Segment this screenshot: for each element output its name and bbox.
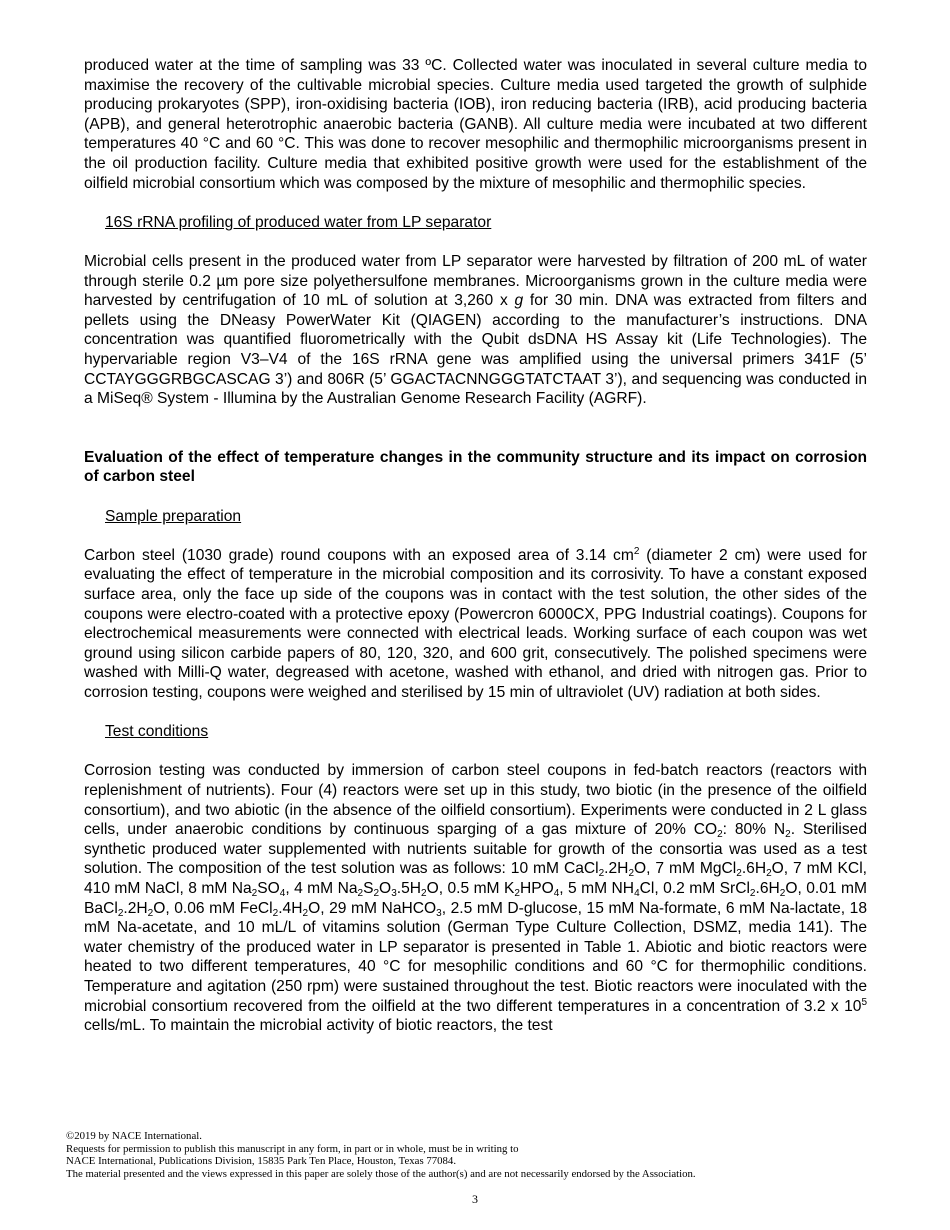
subscript: 2 bbox=[628, 868, 635, 880]
page-body bbox=[84, 56, 867, 1036]
subscript: 2 bbox=[766, 868, 772, 880]
subscript: 2 bbox=[785, 829, 791, 841]
text-run: Microbial cells present in the produced water from LP separator were harvested by filtration of 200 mL of water through sterile 0.2 µm pore size polyethersulfone membranes. Microorganisms grown in the culture media were harvested by centrifugation of 10 mL of solution at 3,260 x bbox=[84, 252, 867, 310]
text-run: Cl, 0.2 mM SrCl bbox=[639, 879, 750, 897]
subscript: 2 bbox=[421, 887, 427, 899]
text-run: , 4 mM Na bbox=[285, 879, 358, 897]
subscript: 2 bbox=[147, 907, 154, 919]
text-run: HPO bbox=[519, 879, 554, 897]
footer-address: NACE International, Publications Division, 15835 Park Ten Place, Houston, Texas 77084. bbox=[66, 1155, 457, 1168]
subscript: 2 bbox=[117, 907, 124, 919]
text-run: O, 0.01 mM BaCl bbox=[84, 879, 867, 917]
subscript: 2 bbox=[749, 887, 756, 899]
text-run: O, 29 mM NaHCO bbox=[308, 899, 437, 917]
text-run: .5H bbox=[396, 879, 422, 897]
text-run: O, 7 mM KCl, 410 mM NaCl, 8 mM Na bbox=[84, 860, 867, 897]
text-run: .2H bbox=[604, 860, 629, 878]
text-run: (diameter 2 cm) were used for evaluating the effect of temperature in the microbial composition and its corrosivity. To have a constant exposed surface area, only the face up side of the coupons was in contact with the test solution, the other sides of the coupons were electro-coated with a protective epoxy (Powercron 6000CX, PPG Industrial coatings). Coupons for electrochemical measurements were connected with electrical leads. Working surface of each coupon was wet ground using silicon carbide papers of 80, 120, 320, and 600 grit, consecutively. The polished specimens were washed with Milli-Q water, degreased with acetone, washed with ethanol, and dried with nitrogen gas. Prior to corrosion testing, coupons were weighed and sterilised by 15 min of ultraviolet (UV) radiation at both sides. bbox=[84, 546, 867, 701]
text-run: O, 0.5 mM K bbox=[426, 879, 515, 897]
paragraph-16s-methods bbox=[84, 252, 867, 409]
text-run: cells/mL. To maintain the microbial activity of biotic reactors, the test bbox=[84, 1017, 553, 1035]
text-run: O, 0.06 mM FeCl bbox=[153, 899, 273, 917]
subscript: 2 bbox=[514, 887, 520, 899]
superscript: 2 bbox=[633, 545, 640, 557]
text-run: S bbox=[363, 879, 374, 897]
text-run: .4H bbox=[278, 899, 303, 917]
text-run: O, 7 mM MgCl bbox=[634, 860, 737, 878]
text-run: , 2.5 mM D-glucose, 15 mM Na-formate, 6 mM Na-lactate, 18 mM Na-acetate, and 10 mL/L of vitamins solution (German Type Culture Collection, DSMZ, media 141). The water chemistry of the produced water in LP separator is presented in Table 1. Abiotic and biotic reactors were heated to two different temperatures, 40 °C for mesophilic conditions and 60 °C for thermophilic conditions. Temperature and agitation (250 rpm) were sustained throughout the test. Biotic reactors were inoculated with the microbial consortium recovered from the oilfield at the two different temperatures in a concentration of 3.2 x 10 bbox=[84, 899, 867, 1015]
text-run: .6H bbox=[741, 860, 767, 878]
text-run: SO bbox=[257, 879, 280, 897]
subscript: 3 bbox=[436, 907, 442, 919]
subheading-test-conditions: Test conditions bbox=[105, 723, 209, 741]
paragraph-test-conditions bbox=[84, 761, 867, 1035]
text-run: . Sterilised synthetic produced water supplemented with nutrients suitable for growth of the consortia was used as a test solution. The composition of the test solution was as follows: 10 mM CaCl bbox=[84, 821, 867, 878]
subscript: 2 bbox=[598, 868, 605, 880]
subheading-16s-profiling: 16S rRNA profiling of produced water from LP separator bbox=[105, 213, 492, 231]
subscript: 2 bbox=[736, 868, 742, 880]
footer bbox=[66, 1130, 886, 1180]
text-run: .6H bbox=[755, 879, 780, 897]
text-run: : 80% N bbox=[722, 821, 786, 839]
section-heading-evaluation: Evaluation of the effect of temperature changes in the community structure and its impact on corrosion of carbon steel bbox=[84, 448, 867, 486]
subscript: 2 bbox=[779, 887, 786, 899]
subscript: 2 bbox=[251, 887, 258, 899]
subscript: 3 bbox=[391, 887, 397, 899]
subheading-sample-preparation: Sample preparation bbox=[105, 507, 242, 525]
intro-paragraph: produced water at the time of sampling was 33 ºC. Collected water was inoculated in several culture media to maximise the recovery of the cultivable microbial species. Culture media used targeted the growth of sulphide producing prokaryotes (SPP), iron-oxidising bacteria (IOB), iron reducing bacteria (IRB), acid producing bacteria (APB), and general heterotrophic anaerobic bacteria (GANB). All culture media were incubated at two different temperatures 40 °C and 60 °C. This was done to recover mesophilic and thermophilic microorganisms present in the oil production facility. Culture media that exhibited positive growth were used for the establishment of the oilfield microbial consortium which was composed by the mixture of mesophilic and thermophilic species. bbox=[84, 57, 867, 192]
subscript: 2 bbox=[302, 907, 309, 919]
text-run: .2H bbox=[123, 899, 148, 917]
text-run: Carbon steel (1030 grade) round coupons with an exposed area of 3.14 cm bbox=[84, 546, 634, 564]
footer-copyright: ©2019 by NACE International. bbox=[66, 1130, 202, 1142]
subscript: 2 bbox=[272, 907, 279, 919]
text-run: , 5 mM NH bbox=[559, 879, 635, 897]
gravity-unit: g bbox=[514, 292, 524, 310]
text-run: O bbox=[379, 879, 392, 897]
subscript: 2 bbox=[357, 887, 364, 899]
footer-permission: Requests for permission to publish this manuscript in any form, in part or in whole, must be in writing to bbox=[66, 1142, 519, 1155]
subscript: 2 bbox=[717, 829, 723, 841]
text-run: for 30 min. DNA was extracted from filters and pellets using the DNeasy PowerWater Kit (QIAGEN) according to the manufacturer’s instructions. DNA concentration was quantified fluorometrically with the Qubit dsDNA HS Assay kit (Life Technologies). The hypervariable region V3–V4 of the 16S rRNA gene was amplified using the universal primers 341F (5’ CCTAYGGGRBGCASCAG 3’) and 806R (5’ GGACTACNNGGGTATCTAAT 3’), and sequencing was conducted in a MiSeq® System - Illumina by the Australian Genome Research Facility (AGRF). bbox=[84, 292, 867, 408]
superscript: 5 bbox=[861, 996, 867, 1008]
paragraph-sample-preparation bbox=[84, 546, 867, 703]
text-run: Corrosion testing was conducted by immersion of carbon steel coupons in fed-batch reactors (reactors with replenishment of nutrients). Four (4) reactors were set up in this study, two biotic (in the presence of the oilfield consortium), and two abiotic (in the absence of the oilfield consortium). Experiments were conducted in 2 L glass cells, under anaerobic conditions by continuous sparging of a gas mixture of 20% CO bbox=[84, 762, 867, 839]
subscript: 4 bbox=[553, 887, 560, 899]
footer-disclaimer: The material presented and the views expressed in this paper are solely those of the author(s) and are not necessarily endorsed by the Association. bbox=[66, 1167, 696, 1180]
subscript: 2 bbox=[373, 887, 380, 899]
subscript: 4 bbox=[634, 887, 640, 899]
subscript: 4 bbox=[279, 887, 286, 899]
page-number: 3 bbox=[472, 1192, 478, 1206]
